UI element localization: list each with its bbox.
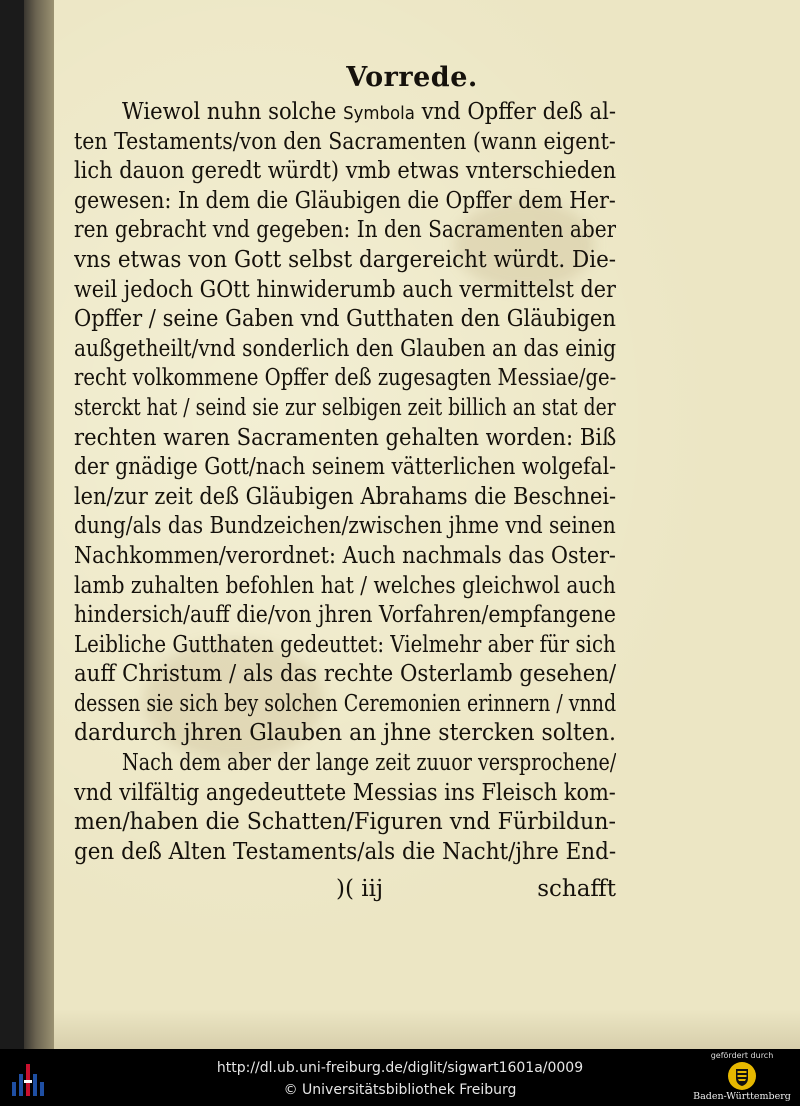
text-line-inner <box>74 838 616 868</box>
text-line-inner <box>122 98 616 128</box>
viewer-footer-bar <box>0 1049 800 1106</box>
text-line <box>74 246 616 276</box>
text-line-segment: dessen sie sich bey solchen Ceremonien erinnern / vnnd <box>74 690 616 717</box>
sponsor-caption: gefördert durch <box>710 1051 774 1060</box>
text-line-inner <box>74 572 616 602</box>
permalink[interactable]: http://dl.ub.uni-freiburg.de/diglit/sigwart1601a/0009 <box>216 1060 584 1076</box>
text-line <box>74 631 616 661</box>
text-line-inner <box>74 660 616 690</box>
text-line-inner <box>74 690 616 720</box>
text-line-segment: vnd vilfältig angedeuttete Messias ins Fleisch kom- <box>74 779 616 806</box>
text-line-segment: rechten waren Sacramenten gehalten worden: Biß <box>74 424 616 451</box>
page-binding-edge <box>24 0 54 1049</box>
text-line-inner <box>74 808 616 838</box>
text-line-inner <box>74 394 616 424</box>
body-text <box>74 98 616 867</box>
text-line-segment: vnd Opffer deß al- <box>414 99 616 125</box>
text-line <box>74 276 616 306</box>
antiqua-word: Symbola <box>343 103 415 124</box>
text-line-segment: recht volkommene Opffer deß zugesagten Messiae/ge- <box>74 365 616 392</box>
text-line <box>74 690 616 720</box>
text-line <box>74 601 616 631</box>
text-line-segment: gen deß Alten Testaments/als die Nacht/jhre End- <box>74 838 616 865</box>
text-line-inner <box>74 424 616 454</box>
text-line-segment: lich dauon geredt würdt) vmb etwas vnterschieden <box>74 158 616 185</box>
catchword: schafft <box>537 876 616 902</box>
text-line <box>74 364 616 394</box>
text-line <box>74 157 616 187</box>
text-line <box>74 719 616 749</box>
text-line-inner <box>74 246 616 276</box>
text-line <box>74 808 616 838</box>
text-line <box>74 98 616 128</box>
text-line-segment: len/zur zeit deß Gläubigen Abrahams die Beschnei- <box>74 483 616 510</box>
text-line-segment: sterckt hat / seind sie zur selbigen zeit billich an stat der <box>74 394 616 421</box>
text-line-inner <box>74 453 616 483</box>
text-line-segment: vns etwas von Gott selbst dargereicht würdt. Die- <box>74 246 616 273</box>
page-heading: Vorrede. <box>346 62 478 93</box>
text-line-inner <box>74 216 616 246</box>
text-line <box>74 453 616 483</box>
text-line <box>74 187 616 217</box>
text-line <box>74 305 616 335</box>
text-line-segment: ren gebracht vnd gegeben: In den Sacramenten aber <box>74 217 616 244</box>
sponsor-badge[interactable] <box>690 1051 794 1105</box>
text-line-inner <box>74 187 616 217</box>
text-line-segment: dung/als das Bundzeichen/zwischen jhme vnd seinen <box>74 513 616 540</box>
page-footer-marks <box>74 876 616 906</box>
text-line-segment: men/haben die Schatten/Figuren vnd Fürbildun- <box>74 809 616 836</box>
text-line <box>74 749 616 779</box>
text-line <box>74 542 616 572</box>
text-line-inner <box>74 483 616 513</box>
text-line-segment: Leibliche Gutthaten gedeuttet: Vielmehr aber für sich <box>74 631 616 658</box>
text-line-inner <box>74 157 616 187</box>
text-line <box>74 838 616 868</box>
text-line <box>74 394 616 424</box>
text-line-inner <box>74 601 616 631</box>
sponsor-name: Baden-Württemberg <box>693 1091 791 1102</box>
text-line <box>74 216 616 246</box>
text-line <box>74 483 616 513</box>
text-line-inner <box>74 364 616 394</box>
text-line-segment: lamb zuhalten befohlen hat / welches gleichwol auch <box>74 572 616 599</box>
text-line <box>74 424 616 454</box>
text-line-segment: der gnädige Gott/nach seinem vätterlichen wolgefal- <box>74 454 616 481</box>
text-line-segment: weil jedoch GOtt hinwiderumb auch vermittelst der <box>74 276 616 303</box>
text-line <box>74 335 616 365</box>
text-line-segment: ten Testaments/von den Sacramenten (wann eigent- <box>74 128 616 155</box>
baden-wuerttemberg-seal-icon <box>727 1061 757 1091</box>
text-line-segment: gewesen: In dem die Gläubigen die Opffer dem Her- <box>74 187 616 214</box>
text-line-inner <box>74 719 616 749</box>
text-line <box>74 779 616 809</box>
text-line-inner <box>74 276 616 306</box>
text-line <box>74 128 616 158</box>
text-line-segment: Nach dem aber der lange zeit zuuor versprochene/ <box>122 750 616 777</box>
text-line-inner <box>74 631 616 661</box>
text-line-segment: Nachkommen/verordnet: Auch nachmals das Oster- <box>74 542 616 569</box>
text-line-inner <box>74 542 616 572</box>
text-line-segment: Wiewol nuhn solche <box>122 99 344 125</box>
text-line <box>74 660 616 690</box>
text-line-segment: Opffer / seine Gaben vnd Gutthaten den Gläubigen <box>74 306 616 333</box>
text-line-inner <box>74 512 616 542</box>
text-line-inner <box>74 305 616 335</box>
text-line-segment: auff Christum / als das rechte Osterlamb gesehen/ <box>74 661 616 688</box>
text-line-inner <box>74 335 616 365</box>
text-line-inner <box>74 128 616 158</box>
text-line-segment: dardurch jhren Glauben an jhne stercken solten. <box>74 720 616 747</box>
text-line-inner <box>74 779 616 809</box>
copyright-notice: © Universitätsbibliothek Freiburg <box>283 1082 517 1098</box>
text-line <box>74 572 616 602</box>
signature-mark: )( iij <box>336 876 384 902</box>
text-line <box>74 512 616 542</box>
text-line-inner <box>122 749 616 779</box>
text-line-segment: außgetheilt/vnd sonderlich den Glauben an das einig <box>74 335 616 362</box>
text-line-segment: hindersich/auff die/von jhren Vorfahren/empfangene <box>74 602 616 629</box>
